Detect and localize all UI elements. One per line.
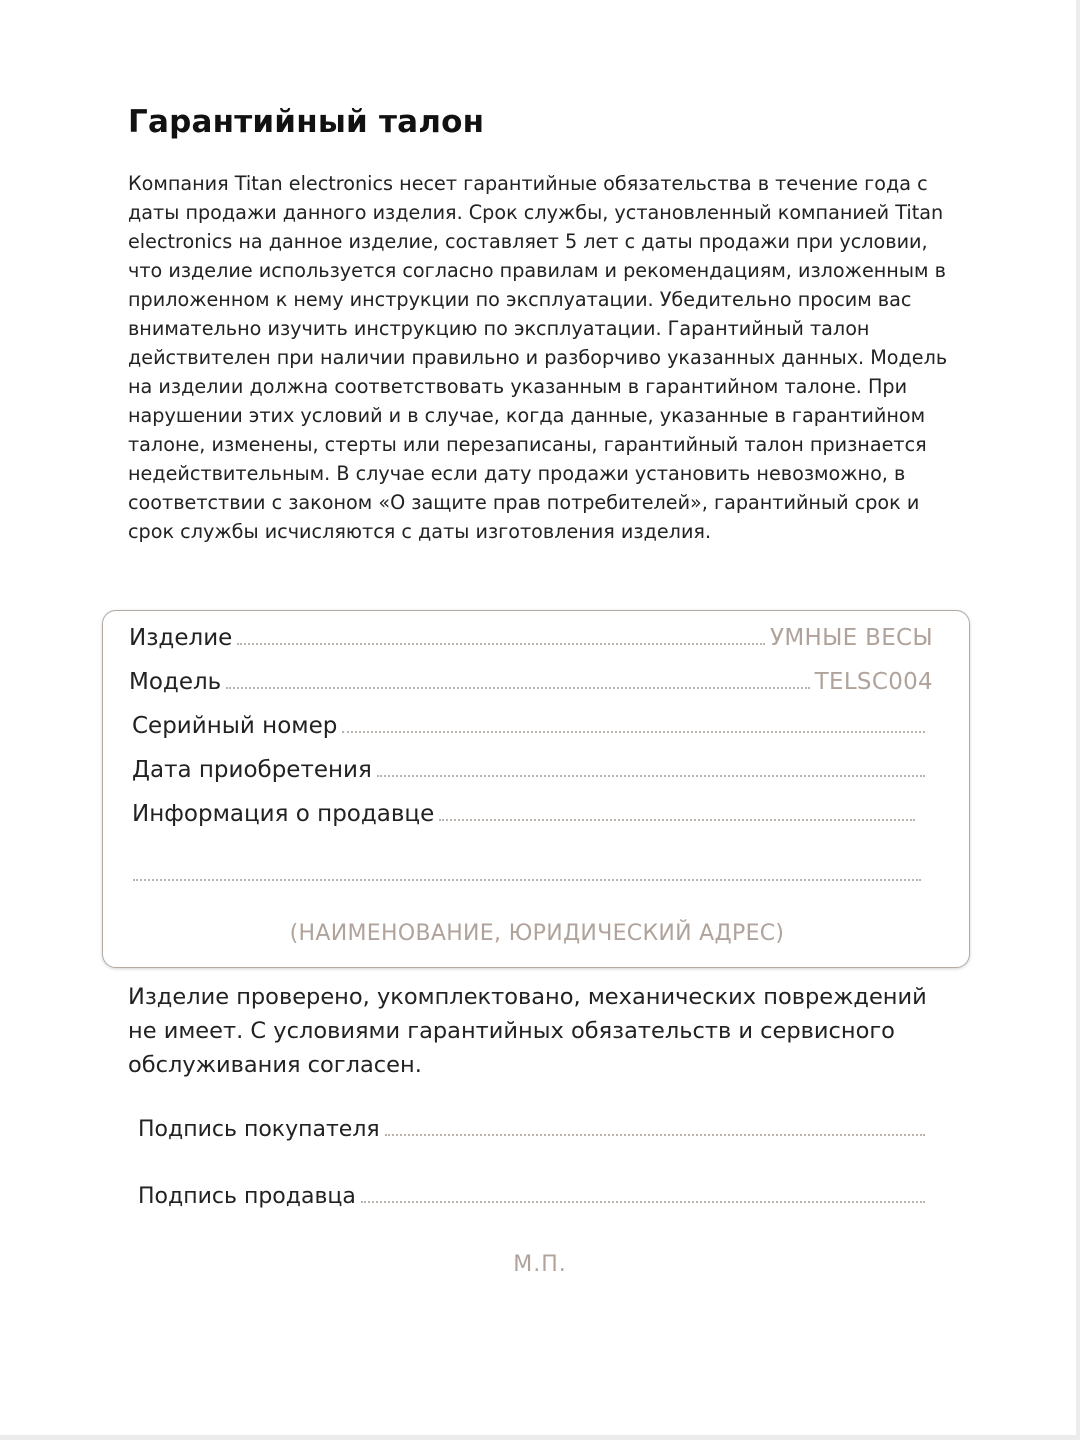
buyer-signature-field[interactable] bbox=[138, 1117, 930, 1142]
seller-info-second-line[interactable] bbox=[133, 879, 921, 881]
stamp-placeholder: М.П. bbox=[513, 1252, 567, 1277]
page-edge-bottom bbox=[0, 1435, 1080, 1440]
purchase-date-label: Дата приобретения bbox=[132, 757, 372, 783]
product-value: УМНЫЕ ВЕСЫ bbox=[770, 625, 933, 651]
seller-info-hint: (НАИМЕНОВАНИЕ, ЮРИДИЧЕСКИЙ АДРЕС) bbox=[289, 921, 785, 946]
warranty-terms-text: Компания Titan electronics несет гарантийные обязательства в течение года с даты продажи данного изделия. Срок службы, установленный компанией Titan electronics на данное изделие, составляет 5 лет с даты продажи при условии, что изделие используется согласно правилам и рекомендациям, изложенным в приложенном к нему инструкции по эксплуатации. Убедительно просим вас внимательно изучить инструкцию по эксплуатации. Гарантийный талон действителен при наличии правильно и разборчиво указанных данных. Модель на изделии должна соответствовать указанным в гарантийном талоне. При нарушении этих условий и в случае, когда данные, указанные в гарантийном талоне, изменены, стерты или перезаписаны, гарантийный талон признается недействительным. В случае если дату продажи установить невозможно, в соответствии с законом «О защите прав потребителей», гарантийный срок и срок службы исчисляются с даты изготовления изделия. bbox=[128, 172, 948, 543]
confirmation-text: Изделие проверено, укомплектовано, механических повреждений не имеет. С условиями гарантийных обязательств и сервисного обслуживания согласен. bbox=[128, 984, 927, 1078]
product-label: Изделие bbox=[129, 625, 233, 651]
product-field bbox=[129, 625, 933, 651]
model-dots bbox=[226, 687, 809, 689]
seller-info-input-line[interactable] bbox=[439, 819, 915, 821]
seller-info-label: Информация о продавце bbox=[132, 801, 435, 827]
seller-info-field[interactable] bbox=[132, 801, 920, 827]
product-dots bbox=[237, 643, 765, 645]
model-label: Модель bbox=[129, 669, 222, 695]
serial-number-input-line[interactable] bbox=[342, 731, 925, 733]
product-info-box bbox=[102, 610, 970, 968]
seller-signature-label: Подпись продавца bbox=[138, 1184, 356, 1209]
page-edge-right bbox=[1076, 0, 1080, 1440]
model-field bbox=[129, 669, 933, 695]
buyer-signature-label: Подпись покупателя bbox=[138, 1117, 380, 1142]
seller-signature-field[interactable] bbox=[138, 1184, 930, 1209]
page-title: Гарантийный талон bbox=[128, 104, 485, 140]
serial-number-field[interactable] bbox=[132, 713, 930, 739]
purchase-date-field[interactable] bbox=[132, 757, 930, 783]
serial-number-label: Серийный номер bbox=[132, 713, 338, 739]
purchase-date-input-line[interactable] bbox=[377, 775, 925, 777]
seller-signature-line[interactable] bbox=[361, 1201, 925, 1203]
buyer-signature-line[interactable] bbox=[385, 1134, 925, 1136]
model-value: TELSC004 bbox=[814, 669, 933, 695]
